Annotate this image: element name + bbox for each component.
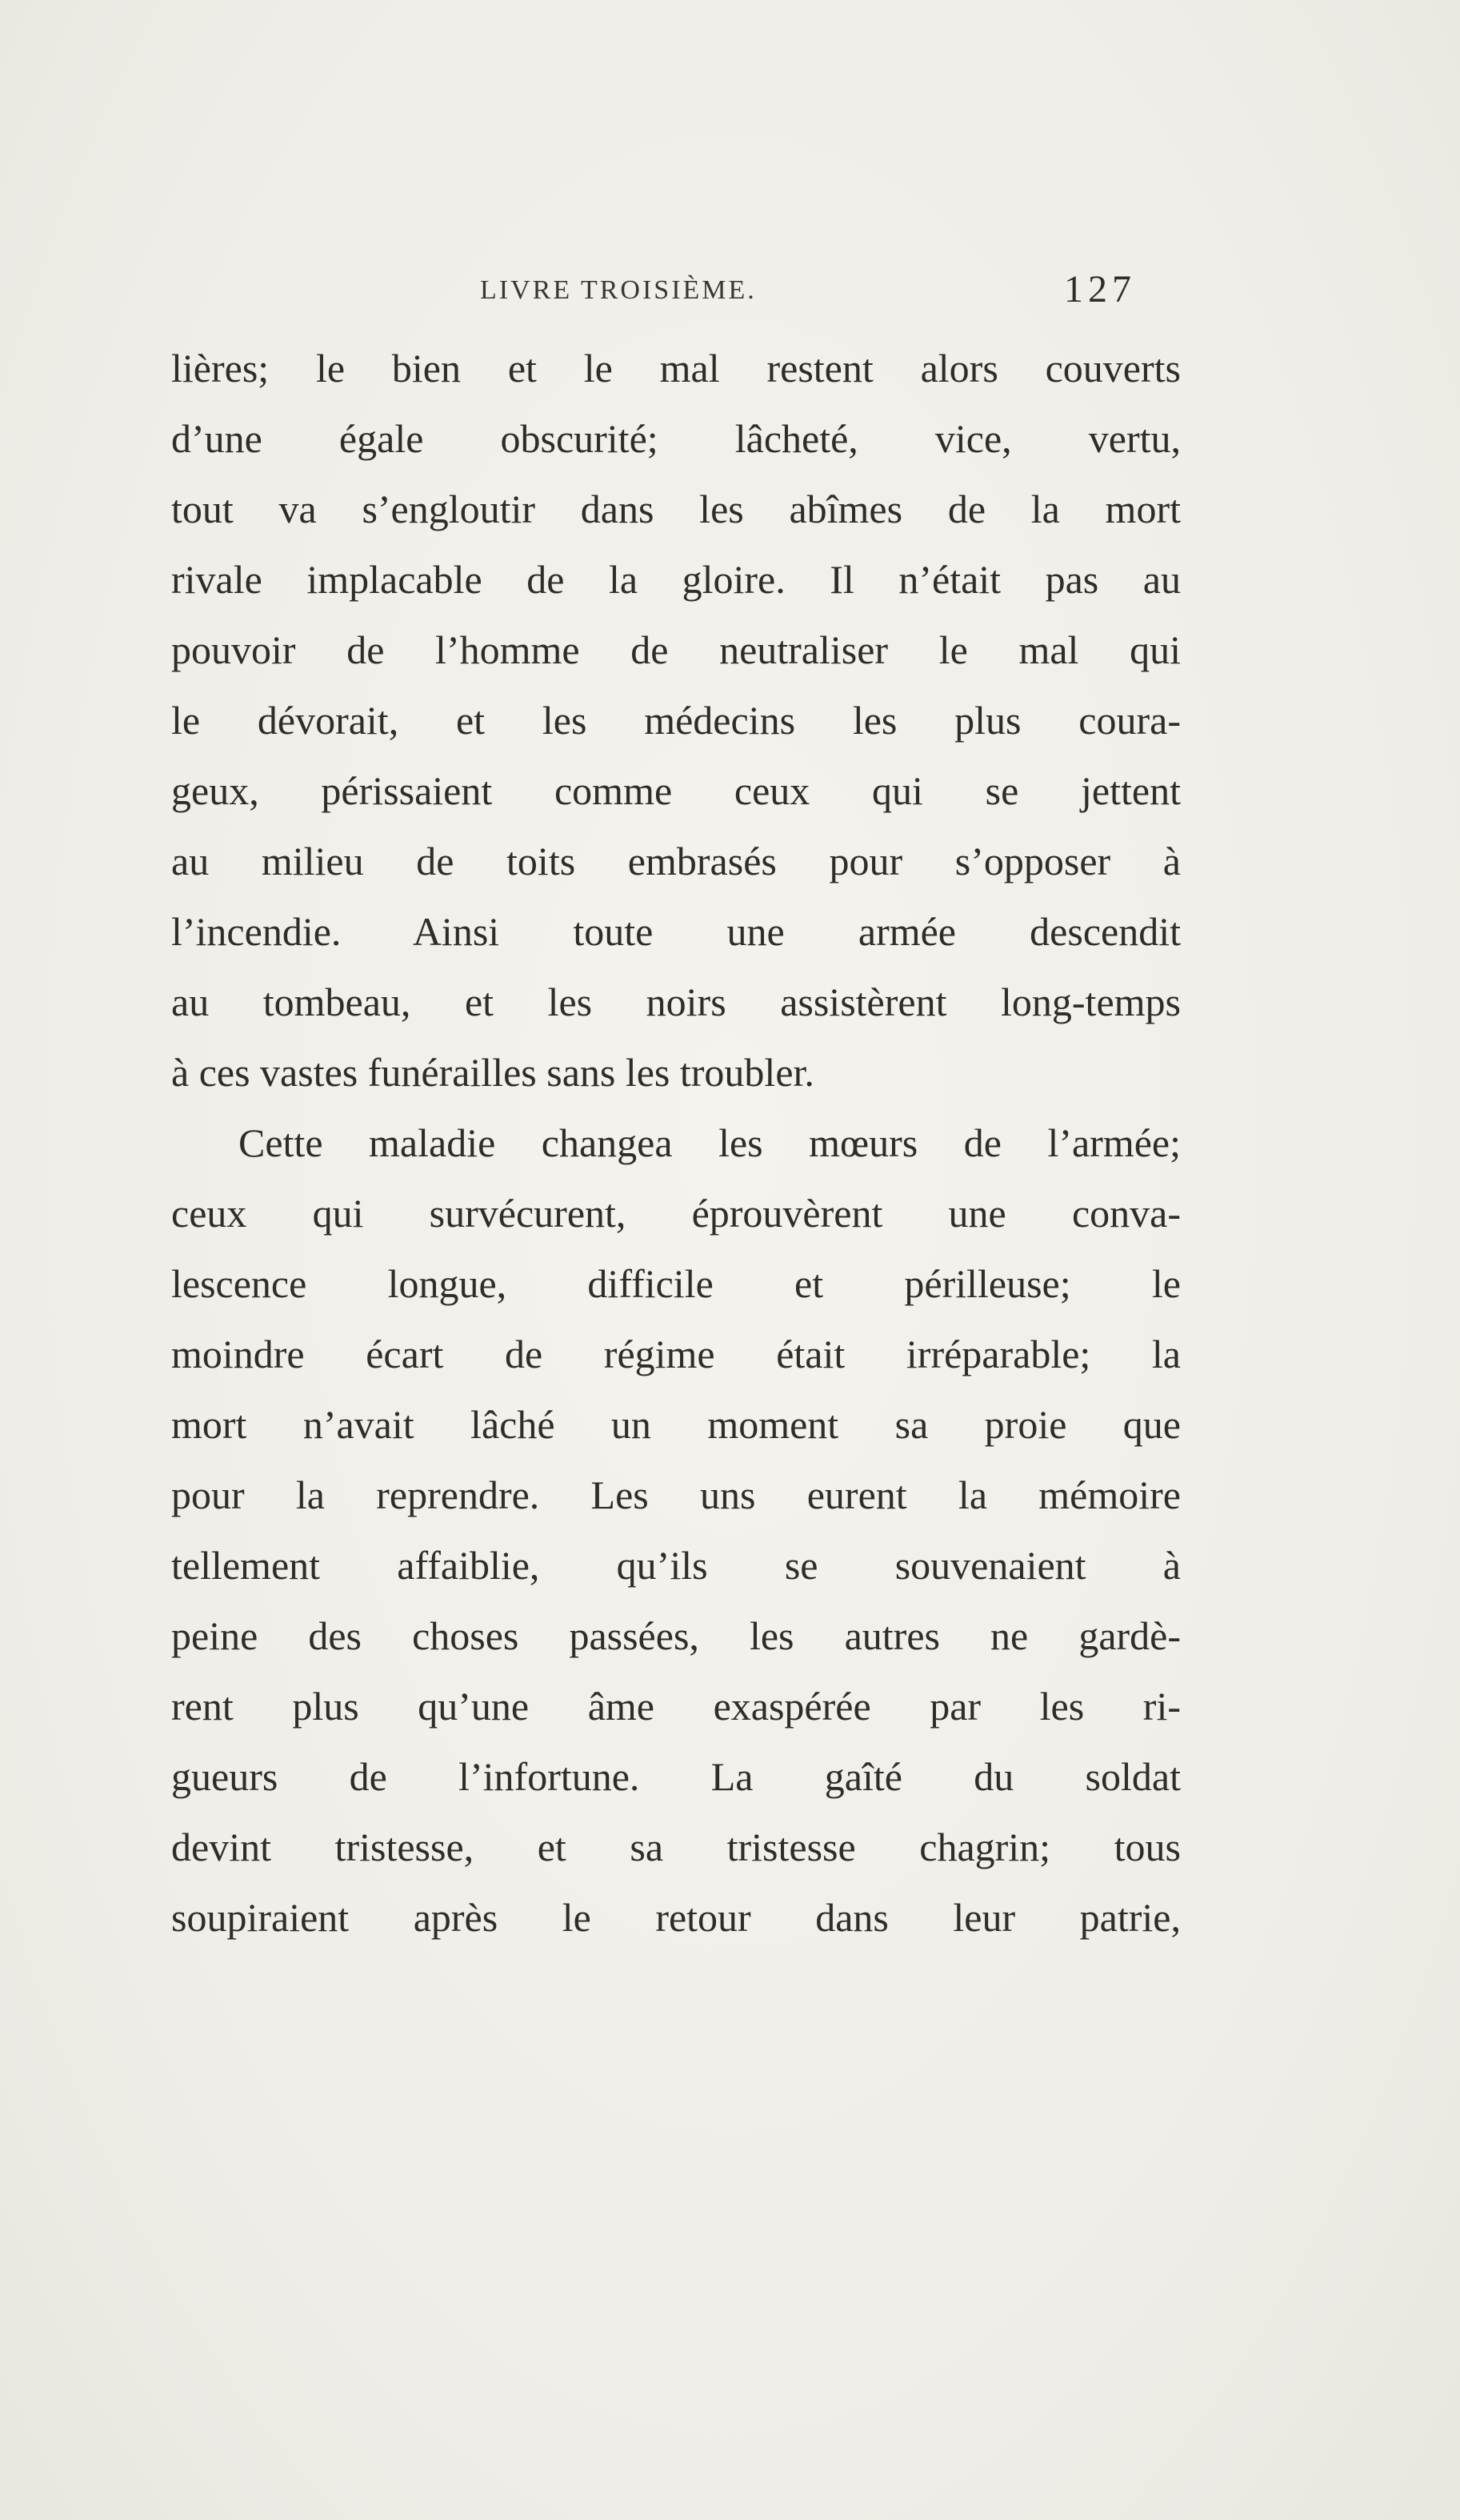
text-line: au milieu de toits embrasés pour s’opposer à (171, 839, 1181, 883)
running-head: LIVRE TROISIÈME. (480, 275, 757, 305)
text-line: pouvoir de l’homme de neutraliser le mal qui (171, 627, 1181, 672)
text-line: rent plus qu’une âme exaspérée par les ri- (171, 1684, 1181, 1729)
body-text (171, 333, 1181, 1953)
paragraph-1 (171, 333, 1181, 1108)
page-number: 127 (1064, 268, 1136, 310)
text-line: au tombeau, et les noirs assistèrent long-temps (171, 980, 1181, 1024)
paragraph-2 (171, 1108, 1181, 1953)
text-line: le dévorait, et les médecins les plus coura- (171, 698, 1181, 743)
text-line: peine des choses passées, les autres ne gardè- (171, 1613, 1181, 1658)
text-line: l’incendie. Ainsi toute une armée descendit (171, 909, 1181, 954)
text-line: gueurs de l’infortune. La gaîté du soldat (171, 1754, 1181, 1799)
text-line: geux, périssaient comme ceux qui se jettent (171, 768, 1181, 813)
text-line: mort n’avait lâché un moment sa proie que (171, 1402, 1181, 1447)
text-line: lières; le bien et le mal restent alors couverts (171, 346, 1181, 391)
text-line: devint tristesse, et sa tristesse chagrin; tous (171, 1825, 1181, 1869)
text-line: à ces vastes funérailles sans les troubler. (171, 1050, 814, 1095)
text-line: pour la reprendre. Les uns eurent la mémoire (171, 1472, 1181, 1517)
text-line: lescence longue, difficile et périlleuse; le (171, 1261, 1181, 1306)
text-line: d’une égale obscurité; lâcheté, vice, vertu, (171, 416, 1181, 461)
text-line: rivale implacable de la gloire. Il n’était pas au (171, 557, 1181, 602)
text-line: soupiraient après le retour dans leur patrie, (171, 1895, 1181, 1940)
text-line: tellement affaiblie, qu’ils se souvenaient à (171, 1543, 1181, 1588)
text-line: Cette maladie changea les mœurs de l’armée; (238, 1120, 1181, 1165)
text-line: ceux qui survécurent, éprouvèrent une conva- (171, 1191, 1181, 1236)
text-line: tout va s’engloutir dans les abîmes de la mort (171, 487, 1181, 531)
text-line: moindre écart de régime était irréparable; la (171, 1332, 1181, 1376)
